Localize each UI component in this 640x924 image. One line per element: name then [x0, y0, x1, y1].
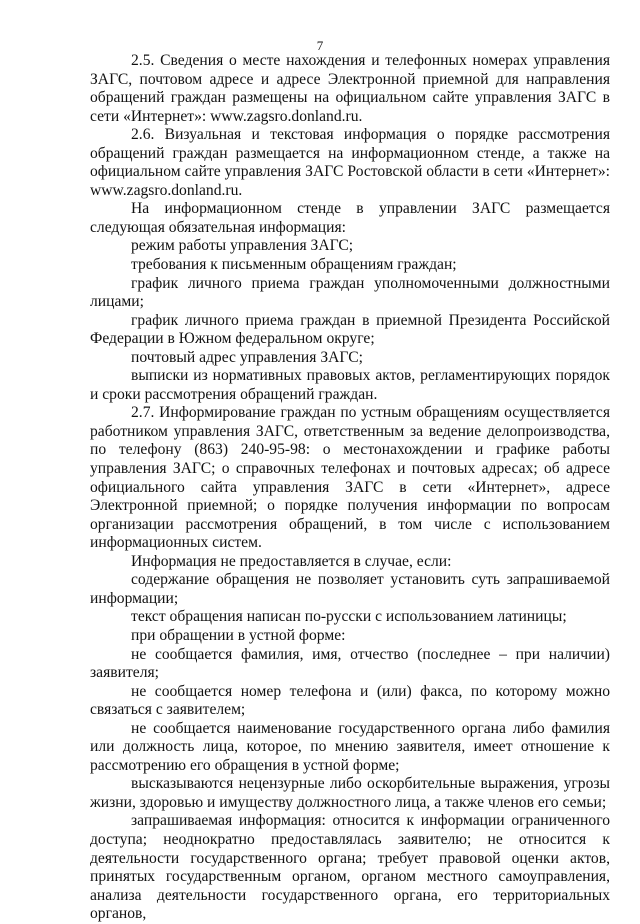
- list-item-no-phone: не сообщается номер телефона и (или) факса, по которому можно связаться с заявителем;: [90, 682, 610, 719]
- list-item-requested-info: запрашиваемая информация: относится к информации ограниченного доступа; неоднократно предоставлялась заявителю; не относится к деятельности государственного органа; требует правовой оценки актов, принятых государственным органом, органом местного самоуправления, анализа деятельности государственного органа, его территориальных органов,: [90, 812, 610, 923]
- paragraph-stand-intro: На информационном стенде в управлении ЗАГС размещается следующая обязательная информация:: [90, 200, 610, 236]
- list-item-postal-address: почтовый адрес управления ЗАГС;: [131, 348, 363, 366]
- paragraph-not-provided-intro: Информация не предоставляется в случае, если:: [131, 552, 452, 570]
- list-item-regulatory-extracts: выписки из нормативных правовых актов, регламентирующих порядок и сроки рассмотрения обращений граждан.: [90, 367, 610, 403]
- list-item-obscene-language: высказываются нецензурные либо оскорбительные выражения, угрозы жизни, здоровью и имуществу должностного лица, а также членов его семьи;: [90, 775, 610, 811]
- list-item-officials-reception: график личного приема граждан уполномоченными должностными лицами;: [90, 274, 610, 311]
- list-item-oral-form: при обращении в устной форме:: [131, 626, 346, 644]
- paragraph-2-6: 2.6. Визуальная и текстовая информация о порядке рассмотрения обращений граждан размещается на информационном стенде, а также на официальном сайте управления ЗАГС Ростовской области в сети «Интернет»: www.zagsro.donland.ru.: [90, 126, 610, 199]
- paragraph-2-5: 2.5. Сведения о месте нахождения и телефонных номерах управления ЗАГС, почтовом адресе и адресе Электронной приемной для направления обращений граждан размещены на официальном сайте управления ЗАГС в сети «Интернет»: www.zagsro.donland.ru.: [90, 52, 610, 125]
- list-item-written-requirements: требования к письменным обращениям граждан;: [131, 256, 457, 274]
- page-number: 7: [316, 38, 324, 53]
- paragraph-2-7: 2.7. Информирование граждан по устным обращениям осуществляется работником управления ЗАГС, ответственным за ведение делопроизводства, по телефону (863) 240-95-98: о местонахождении и графике работы управления ЗАГС; о справочных телефонах и почтовых адресах; об адресе официального сайта управления ЗАГС в сети «Интернет», адресе Электронной приемной; о порядке получения информации по вопросам организации рассмотрения обращений, в том числе с использованием информационных систем.: [90, 404, 610, 552]
- list-item-work-schedule: режим работы управления ЗАГС;: [131, 237, 354, 255]
- document-body: [90, 52, 610, 924]
- list-item-unclear-content: содержание обращения не позволяет установить суть запрашиваемой информации;: [90, 571, 610, 607]
- list-item-no-authority: не сообщается наименование государственного органа либо фамилия или должность лица, которое, по мнению заявителя, имеет отношение к рассмотрению его обращения в устной форме;: [90, 719, 610, 774]
- list-item-president-reception: график личного приема граждан в приемной Президента Российской Федерации в Южном федеральном округе;: [90, 311, 610, 348]
- list-item-latin-script: текст обращения написан по-русски с использованием латиницы;: [131, 608, 567, 626]
- list-item-no-name: не сообщается фамилия, имя, отчество (последнее – при наличии) заявителя;: [90, 645, 610, 682]
